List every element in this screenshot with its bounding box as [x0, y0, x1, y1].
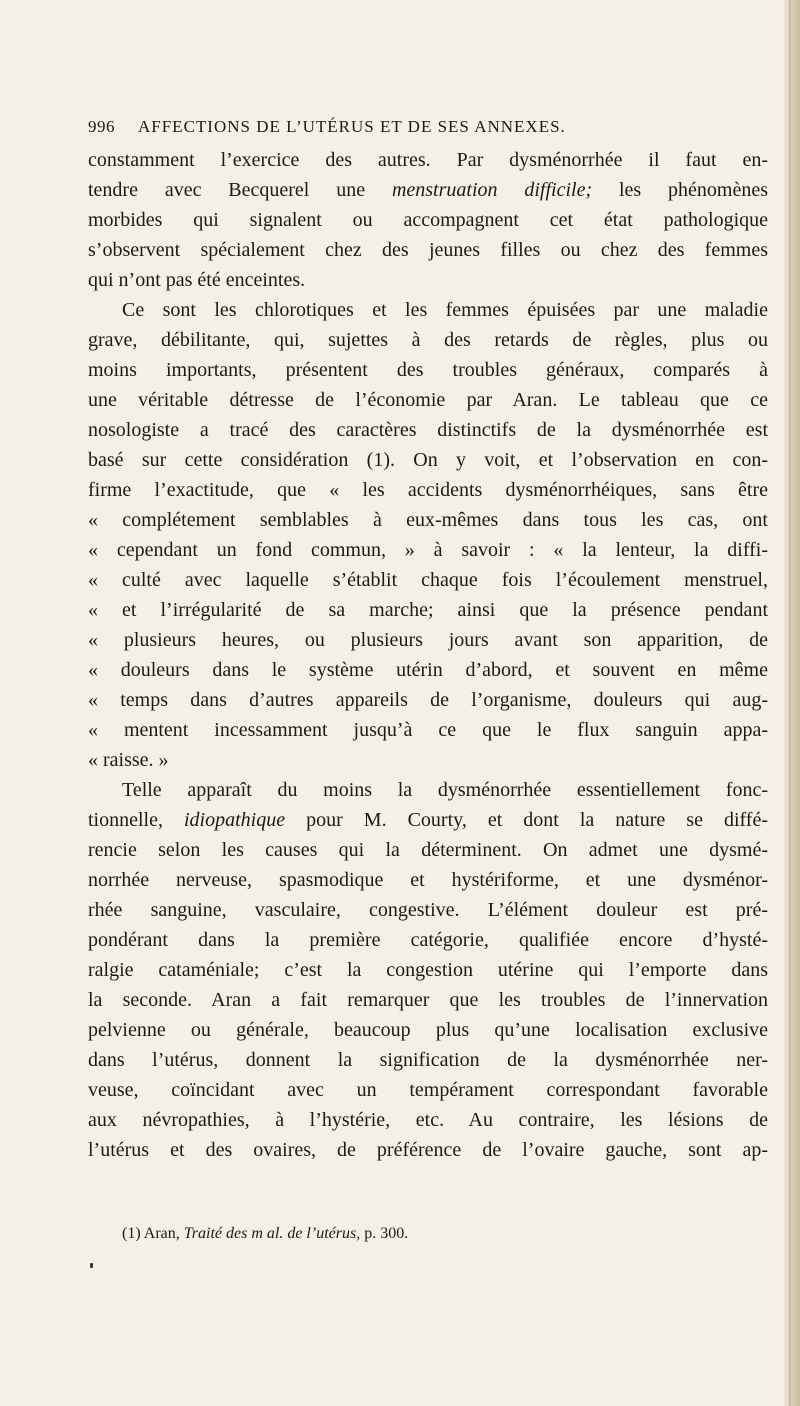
text-line: [88, 955, 768, 985]
text-segment: ralgie cataméniale; c’est la congestion utérine qui l’emporte dans: [88, 959, 768, 981]
text-line: [88, 745, 768, 775]
text-segment: veuse, coïncidant avec un tempérament correspondant favorable: [88, 1079, 768, 1101]
text-line: [88, 175, 768, 205]
text-segment: la seconde. Aran a fait remarquer que les troubles de l’innervation: [88, 989, 768, 1011]
text-line: [88, 415, 768, 445]
scan-speck: [90, 1263, 93, 1268]
text-segment: aux névropathies, à l’hystérie, etc. Au contraire, les lésions de: [88, 1109, 768, 1131]
text-segment: pondérant dans la première catégorie, qualifiée encore d’hysté-: [88, 929, 768, 951]
text-line: [88, 265, 768, 295]
text-line: [88, 865, 768, 895]
page-number: 996: [88, 117, 115, 136]
text-line: [88, 775, 768, 805]
page-edge-line: [789, 0, 791, 1406]
text-segment: pelvienne ou générale, beaucoup plus qu’une localisation exclusive: [88, 1019, 768, 1041]
text-line: [88, 385, 768, 415]
text-line: [88, 355, 768, 385]
text-segment: dans l’utérus, donnent la signification de la dysménorrhée ner-: [88, 1049, 768, 1071]
text-line: [88, 655, 768, 685]
text-line: [88, 835, 768, 865]
text-segment: firme l’exactitude, que « les accidents dysménorrhéiques, sans être: [88, 479, 768, 501]
text-segment: « complétement semblables à eux-mêmes dans tous les cas, ont: [88, 509, 768, 531]
running-title: AFFECTIONS DE L’UTÉRUS ET DE SES ANNEXES.: [138, 117, 566, 136]
text-segment: morbides qui signalent ou accompagnent cet état pathologique: [88, 209, 768, 231]
text-line: [88, 475, 768, 505]
text-line: [88, 505, 768, 535]
text-line: [88, 145, 768, 175]
text-line: [88, 805, 768, 835]
text-segment: qui n’ont pas été enceintes.: [88, 269, 306, 291]
text-line: [88, 295, 768, 325]
text-segment: basé sur cette considération (1). On y voit, et l’observation en con-: [88, 449, 768, 471]
text-segment: « douleurs dans le système utérin d’abord, et souvent en même: [88, 659, 768, 681]
footnote-author: Aran,: [143, 1225, 180, 1242]
text-segment: constamment l’exercice des autres. Par dysménorrhée il faut en-: [88, 149, 768, 171]
italic-segment: idiopathique: [184, 809, 286, 831]
text-segment: « cependant un fond commun, » à savoir : « la lenteur, la diffi-: [88, 539, 768, 561]
footnote-title: Traité des m al. de l’utérus,: [183, 1225, 361, 1242]
text-line: [88, 205, 768, 235]
text-line: [88, 565, 768, 595]
running-header: [88, 115, 768, 141]
text-segment: rhée sanguine, vasculaire, congestive. L’élément douleur est pré-: [88, 899, 768, 921]
text-segment: grave, débilitante, qui, sujettes à des retards de règles, plus ou: [88, 329, 768, 351]
footnote-marker: (1): [122, 1225, 141, 1242]
text-line: [88, 595, 768, 625]
text-segment: nosologiste a tracé des caractères distinctifs de la dysménorrhée est: [88, 419, 768, 441]
text-segment: « et l’irrégularité de sa marche; ainsi que la présence pendant: [88, 599, 768, 621]
text-segment: Ce sont les chlorotiques et les femmes épuisées par une maladie: [122, 299, 768, 321]
text-segment: tendre avec Becquerel une: [88, 179, 392, 201]
body-text: [88, 145, 768, 1165]
text-segment: tionnelle,: [88, 809, 184, 831]
text-line: [88, 235, 768, 265]
text-line: [88, 625, 768, 655]
text-segment: « raisse. »: [88, 749, 169, 771]
text-segment: rencie selon les causes qui la déterminent. On admet une dysmé-: [88, 839, 768, 861]
footnote: [122, 1223, 762, 1245]
text-line: [88, 445, 768, 475]
text-line: [88, 925, 768, 955]
text-segment: une véritable détresse de l’économie par Aran. Le tableau que ce: [88, 389, 768, 411]
text-segment: s’observent spécialement chez des jeunes filles ou chez des femmes: [88, 239, 768, 261]
text-line: [88, 1075, 768, 1105]
text-line: [88, 985, 768, 1015]
text-segment: l’utérus et des ovaires, de préférence de l’ovaire gauche, sont ap-: [88, 1139, 768, 1161]
text-segment: les phénomènes: [592, 179, 768, 201]
page-edge-shadow: [784, 0, 800, 1406]
text-segment: « culté avec laquelle s’établit chaque fois l’écoulement menstruel,: [88, 569, 768, 591]
text-line: [88, 1135, 768, 1165]
text-line: [88, 1105, 768, 1135]
text-segment: norrhée nerveuse, spasmodique et hystériforme, et une dysménor-: [88, 869, 768, 891]
text-line: [88, 535, 768, 565]
text-segment: « temps dans d’autres appareils de l’organisme, douleurs qui aug-: [88, 689, 768, 711]
text-segment: « plusieurs heures, ou plusieurs jours avant son apparition, de: [88, 629, 768, 651]
text-line: [88, 325, 768, 355]
text-segment: Telle apparaît du moins la dysménorrhée essentiellement fonc-: [122, 779, 768, 801]
text-line: [88, 685, 768, 715]
footnote-page: p. 300.: [360, 1225, 409, 1242]
text-line: [88, 1015, 768, 1045]
text-segment: pour M. Courty, et dont la nature se diffé-: [285, 809, 768, 831]
text-line: [88, 715, 768, 745]
text-segment: « mentent incessamment jusqu’à ce que le flux sanguin appa-: [88, 719, 768, 741]
text-line: [88, 895, 768, 925]
text-segment: moins importants, présentent des troubles généraux, comparés à: [88, 359, 768, 381]
italic-segment: menstruation difficile;: [391, 179, 593, 201]
text-line: [88, 1045, 768, 1075]
